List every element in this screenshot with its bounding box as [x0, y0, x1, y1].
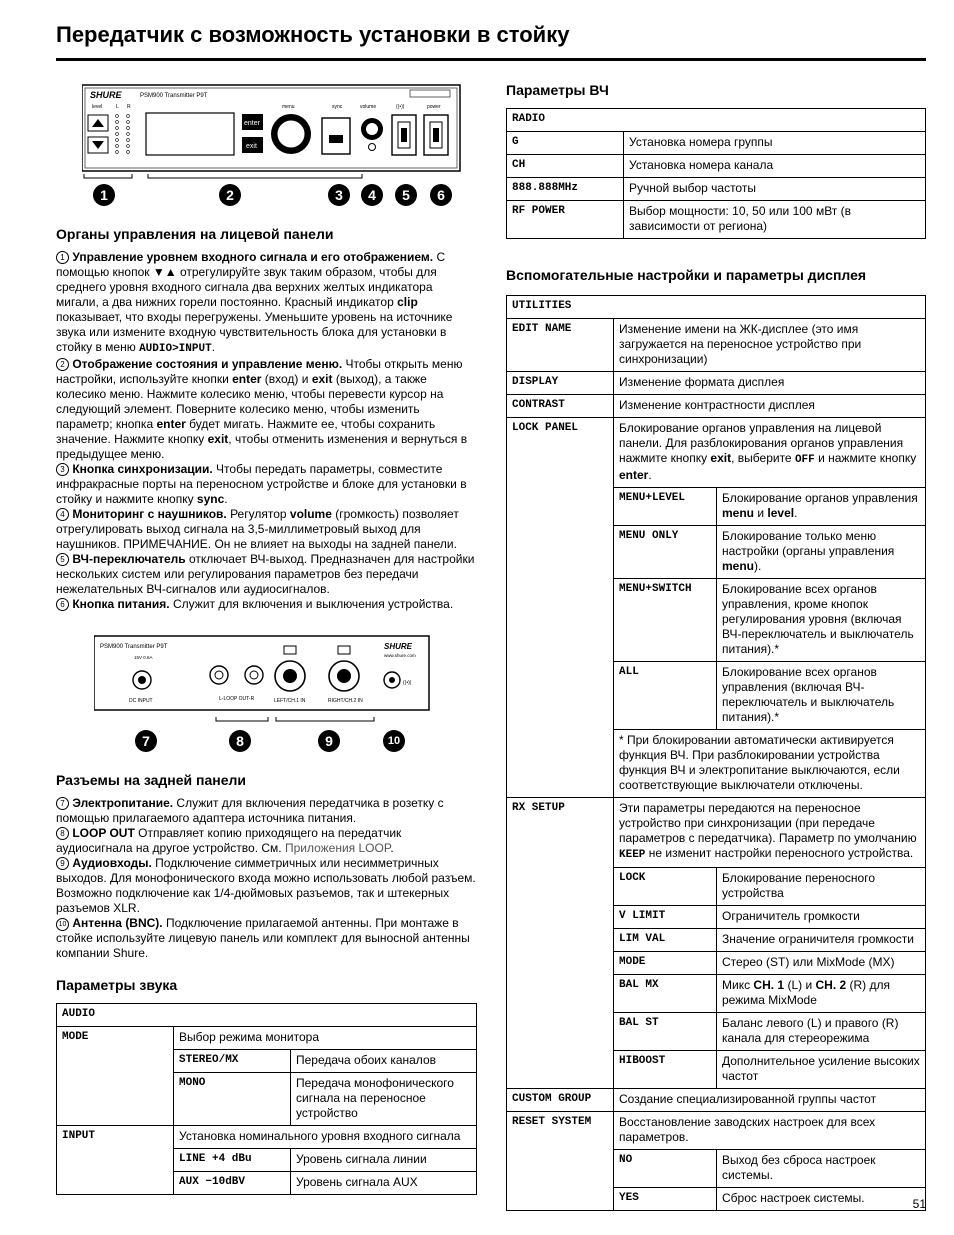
right-column — [506, 70, 926, 1211]
item-text: (громкость) позволяет отрегулировать выход сигнала на 3,5-миллиметровый выход для наушников. ПРИМЕЧАНИЕ. Он не влияет на выходы на задней панели. — [56, 507, 459, 551]
desc-text: (R) для режима MixMode — [722, 978, 890, 1007]
param-key: INPUT — [57, 1126, 174, 1195]
desc-text: ). — [754, 559, 762, 573]
table-header: AUDIO — [57, 1004, 477, 1027]
utilities-table — [506, 295, 926, 1211]
param-desc: Ручной выбор частоты — [624, 178, 926, 201]
item-number: 3 — [56, 463, 69, 476]
table-row — [507, 1112, 926, 1150]
title-rule — [56, 58, 926, 61]
item-bold: enter — [156, 417, 186, 431]
item-title: Кнопка питания. — [72, 597, 170, 611]
param-key: LOCK — [614, 868, 717, 906]
callout-7: 7 — [135, 730, 157, 752]
param-desc: Выбор мощности: 10, 50 или 100 мВт (в зависимости от региона) — [624, 201, 926, 239]
sync-label: sync — [332, 104, 343, 110]
callout-8: 8 — [229, 730, 251, 752]
desc-bold: CH. 1 — [753, 978, 785, 992]
param-key: EDIT NAME — [507, 319, 614, 372]
rear-callout-brackets — [56, 714, 477, 756]
desc-text: и — [754, 506, 768, 520]
item-text: Подключение симметричных или несимметричных выходов. Для монофонического входа можно использовать любой разъем. Возможно подключение как 1/4-дюймовых разъемов, так и штекерных разъемов XLR. — [56, 856, 476, 915]
table-row — [507, 395, 926, 418]
item-bold: clip — [397, 295, 418, 309]
table-row — [57, 1004, 477, 1027]
power-label: power — [427, 104, 441, 110]
loop-label: L-LOOP OUT-R — [219, 696, 255, 702]
desc-text: не изменит настройки переносного устройства. — [645, 846, 914, 860]
desc-bold: menu — [722, 559, 755, 573]
item-number: 1 — [56, 251, 69, 264]
rear-item-7 — [56, 796, 477, 826]
item-menu-path: AUDIO>INPUT — [139, 343, 212, 355]
item-text: Чтобы открыть меню настройки, используйте кнопки — [56, 357, 463, 386]
lcd-display — [146, 113, 234, 155]
table-row — [507, 296, 926, 319]
param-key: HIBOOST — [614, 1051, 717, 1089]
param-desc: Уровень сигнала AUX — [291, 1172, 477, 1195]
desc-mono: KEEP — [619, 849, 646, 861]
item-text: (вход) и — [261, 372, 312, 386]
param-desc: Значение ограничителя громкости — [717, 929, 926, 952]
item-text: , чтобы отменить изменения и вернуться в предыдущее меню. — [56, 432, 468, 461]
param-key: MODE — [614, 952, 717, 975]
callout-2: 2 — [219, 184, 241, 206]
param-key: CUSTOM GROUP — [507, 1089, 614, 1112]
param-desc: Установка номинального уровня входного сигнала — [174, 1126, 477, 1149]
front-item-4 — [56, 507, 477, 552]
param-key: RF POWER — [507, 201, 624, 239]
param-desc: Выбор режима монитора — [174, 1027, 477, 1050]
table-row — [507, 319, 926, 372]
item-title: LOOP OUT — [72, 826, 135, 840]
param-key: RX SETUP — [507, 798, 614, 1089]
param-desc — [717, 488, 926, 526]
front-controls-heading: Органы управления на лицевой панели — [56, 226, 334, 242]
volume-label: volume — [360, 104, 377, 110]
param-key: LINE +4 dBu — [174, 1149, 291, 1172]
item-text: . — [211, 340, 216, 354]
param-desc: Баланс левого (L) и правого (R) канала для стереорежима — [717, 1013, 926, 1051]
param-desc: Изменение имени на ЖК-дисплее (это имя загружается на переносное устройство при синхронизации) — [614, 319, 926, 372]
item-text: . — [224, 492, 228, 506]
item-bold: enter — [232, 372, 262, 386]
param-key: G — [507, 132, 624, 155]
item-title: Электропитание. — [72, 796, 174, 810]
item-title: Управление уровнем входного сигнала и его отображением. — [72, 250, 434, 264]
callout-9: 9 — [318, 730, 340, 752]
param-desc: Изменение контрастности дисплея — [614, 395, 926, 418]
desc-text: Эти параметры передаются на переносное устройство при синхронизации (при передаче параметров с передатчика). Параметр по умолчанию — [619, 801, 917, 845]
desc-text: Блокирование органов управления на лицевой панели. Для разблокирования органов управления нажмите кнопку — [619, 421, 904, 465]
param-key: MENU+LEVEL — [614, 488, 717, 526]
table-row — [507, 798, 926, 868]
item-text: С помощью кнопок ▼▲ отрегулируйте звук таким образом, чтобы для среднего уровня входного сигнала два верхних желтых индикатора мигали, а два нижних горели постоянно. Красный индикатор — [56, 250, 446, 309]
item-text: Чтобы передать параметры, совместите инфракрасные порты на переносном устройстве и блоке для установки в стойку и нажмите кнопку — [56, 462, 467, 506]
lock-note: * При блокировании автоматически активируется функция ВЧ. При разблокировании устройства функция ВЧ и электропитание выключаются, если соответствующие выключатели отключены. — [614, 730, 926, 798]
item-text: отключает ВЧ-выход. Предназначен для настройки нескольких систем или регулирования параметров без передачи нежелательных ВЧ-сигналов или аудиосигналов. — [56, 552, 475, 596]
table-row — [507, 372, 926, 395]
param-key: CH — [507, 155, 624, 178]
antenna-label: ((•)) — [403, 680, 412, 686]
front-item-6 — [56, 597, 477, 612]
front-brand: SHURE — [90, 90, 122, 100]
audio-params-heading: Параметры звука — [56, 977, 178, 993]
front-item-1 — [56, 250, 477, 357]
utilities-heading: Вспомогательные настройки и параметры дисплея — [506, 267, 867, 283]
exit-label: exit — [246, 143, 257, 150]
desc-mono: OFF — [794, 454, 815, 466]
item-title: Кнопка синхронизации. — [72, 462, 213, 476]
table-header: RADIO — [507, 109, 926, 132]
dc-label: DC INPUT — [129, 698, 153, 704]
param-desc: Блокирование всех органов управления (включая ВЧ-переключатель и выключатель питания).* — [717, 662, 926, 730]
desc-text: Микс — [722, 978, 754, 992]
param-desc — [717, 526, 926, 579]
rf-params-heading: Параметры ВЧ — [506, 82, 609, 98]
param-desc: Стерео (ST) или MixMode (MX) — [717, 952, 926, 975]
callout-1: 1 — [93, 184, 115, 206]
item-text: Служит для включения и выключения устройства. — [169, 597, 454, 611]
loop-appendix-link[interactable]: Приложения LOOP — [284, 841, 391, 855]
callout-4: 4 — [361, 184, 383, 206]
rear-model: PSM900 Transmitter P9T — [100, 644, 168, 650]
front-controls-list — [56, 250, 477, 612]
item-number: 5 — [56, 553, 69, 566]
item-title: Антенна (BNC). — [72, 916, 163, 930]
desc-text: Блокирование органов управления — [722, 491, 918, 505]
item-title: Аудиовходы. — [72, 856, 152, 870]
item-text: Служит для включения передатчика в розетку с помощью прилагаемого адаптера источника питания. — [56, 796, 444, 825]
param-desc: Блокирование переносного устройства — [717, 868, 926, 906]
item-title: ВЧ-переключатель — [72, 552, 186, 566]
antenna-bnc-jack[interactable] — [384, 672, 400, 688]
item-number: 10 — [56, 918, 69, 931]
item-number: 4 — [56, 508, 69, 521]
item-title: Отображение состояния и управление меню. — [72, 357, 343, 371]
left-in-label: LEFT/CH.1 IN — [274, 698, 306, 704]
desc-bold: level — [767, 506, 795, 520]
param-desc: Изменение формата дисплея — [614, 372, 926, 395]
table-row — [57, 1126, 477, 1149]
param-key: DISPLAY — [507, 372, 614, 395]
dc-rating: 15V 0.6A — [134, 655, 153, 660]
item-bold: sync — [196, 492, 225, 506]
rear-connectors-list — [56, 796, 477, 961]
param-desc: Блокирование всех органов управления, кроме кнопок регулирования уровня (включая ВЧ-переключатель и выключатель питания).* — [717, 579, 926, 662]
param-key: MONO — [174, 1073, 291, 1126]
item-text: показывает, что входы перегружены. Уменьшите уровень на источнике звука или измените входную чувствительность блока для установки в стойку в меню — [56, 310, 453, 354]
rear-item-10 — [56, 916, 477, 961]
param-key: AUX −10dBV — [174, 1172, 291, 1195]
front-model: PSM900 Transmitter P9T — [140, 93, 208, 99]
item-number: 9 — [56, 857, 69, 870]
param-key: LOCK PANEL — [507, 418, 614, 798]
menu-wheel[interactable] — [271, 114, 311, 154]
rear-panel-illustration — [94, 634, 515, 714]
table-row — [507, 201, 926, 239]
sync-button[interactable] — [322, 118, 350, 154]
desc-bold: exit — [710, 451, 732, 465]
param-key: STEREO/MX — [174, 1050, 291, 1073]
param-key: MODE — [57, 1027, 174, 1126]
param-desc: Дополнительное усиление высоких частот — [717, 1051, 926, 1089]
param-desc: Создание специализированной группы частот — [614, 1089, 926, 1112]
desc-text: и нажмите кнопку — [814, 451, 917, 465]
item-bold: exit — [311, 372, 333, 386]
callout-3: 3 — [328, 184, 350, 206]
param-desc: Уровень сигнала линии — [291, 1149, 477, 1172]
item-number: 6 — [56, 598, 69, 611]
param-desc: Передача обоих каналов — [291, 1050, 477, 1073]
desc-bold: CH. 2 — [815, 978, 847, 992]
param-key: NO — [614, 1150, 717, 1188]
param-key: MENU+SWITCH — [614, 579, 717, 662]
table-row — [507, 1089, 926, 1112]
param-desc: Установка номера канала — [624, 155, 926, 178]
param-desc — [614, 798, 926, 868]
param-key: V LIMIT — [614, 906, 717, 929]
rear-item-9 — [56, 856, 477, 916]
level-label: level — [92, 104, 103, 110]
param-desc — [614, 418, 926, 488]
front-panel-illustration — [82, 82, 503, 172]
callout-6: 6 — [430, 184, 452, 206]
param-key: CONTRAST — [507, 395, 614, 418]
item-bold: exit — [207, 432, 229, 446]
table-row — [507, 178, 926, 201]
enter-button[interactable] — [242, 114, 263, 130]
desc-text: . — [648, 468, 652, 482]
dc-input-jack[interactable] — [133, 671, 151, 689]
param-key: RESET SYSTEM — [507, 1112, 614, 1211]
param-desc: Передача монофонического сигнала на переносное устройство — [291, 1073, 477, 1126]
rear-connectors-heading: Разъемы на задней панели — [56, 772, 247, 788]
item-text: . — [390, 841, 394, 855]
power-switch[interactable] — [424, 115, 448, 155]
param-key: BAL ST — [614, 1013, 717, 1051]
item-text: Подключение прилагаемой антенны. При монтаже в стойке используйте лицевую панель или комплект для выносной антенны компании Shure. — [56, 916, 470, 960]
item-title: Мониторинг с наушников. — [72, 507, 227, 521]
param-key: BAL MX — [614, 975, 717, 1013]
item-text: Отправляет копию приходящего на передатчик аудиосигнала на другое устройство. См. — [56, 826, 402, 855]
desc-text: , выберите — [731, 451, 795, 465]
item-text: (выход), а также колесико меню. Нажмите колесико меню, чтобы перевести курсор на следующий элемент. Поверните колесико меню, чтобы изменить параметр; кнопка — [56, 372, 444, 431]
param-key: 888.888MHz — [507, 178, 624, 201]
desc-text: (L) и — [784, 978, 816, 992]
param-key: LIM VAL — [614, 929, 717, 952]
item-number: 7 — [56, 797, 69, 810]
rf-label: ((•)) — [396, 104, 405, 110]
desc-text: . — [794, 506, 798, 520]
param-desc: Установка номера группы — [624, 132, 926, 155]
enter-label: enter — [244, 120, 260, 127]
item-text: Регулятор — [226, 507, 290, 521]
front-item-3 — [56, 462, 477, 507]
item-number: 2 — [56, 358, 69, 371]
param-key: MENU ONLY — [614, 526, 717, 579]
table-row — [507, 418, 926, 488]
table-row — [507, 109, 926, 132]
page-number: 51 — [912, 1197, 926, 1211]
param-desc: Восстановление заводских настроек для всех параметров. — [614, 1112, 926, 1150]
param-desc: Сброс настроек системы. — [717, 1188, 926, 1211]
desc-bold: enter — [619, 468, 649, 482]
menu-label: menu — [282, 104, 295, 110]
right-in-label: RIGHT/CH.2 IN — [328, 698, 363, 704]
front-callouts — [56, 172, 477, 210]
table-row — [507, 132, 926, 155]
item-number: 8 — [56, 827, 69, 840]
param-desc: Ограничитель громкости — [717, 906, 926, 929]
page-title: Передатчик с возможность установки в стойку — [56, 22, 570, 47]
table-row — [507, 155, 926, 178]
desc-bold: menu — [722, 506, 755, 520]
desc-text: Блокирование только меню настройки (органы управления — [722, 529, 895, 558]
left-column — [56, 70, 477, 1195]
param-desc — [717, 975, 926, 1013]
callout-10: 10 — [383, 730, 405, 752]
rf-switch[interactable] — [392, 115, 416, 155]
audio-params-table — [56, 1003, 477, 1195]
param-key: ALL — [614, 662, 717, 730]
param-key: YES — [614, 1188, 717, 1211]
exit-button[interactable] — [242, 137, 263, 153]
item-bold: volume — [289, 507, 332, 521]
rear-item-8 — [56, 826, 477, 856]
front-item-2 — [56, 357, 477, 462]
level-down-button[interactable] — [88, 137, 108, 153]
front-item-5 — [56, 552, 477, 597]
item-text: будет мигать. Нажмите ее, чтобы сохранить значение. Нажмите кнопку — [56, 417, 436, 446]
level-up-button[interactable] — [88, 115, 108, 131]
rear-url: www.shure.com — [384, 653, 416, 658]
table-header: UTILITIES — [507, 296, 926, 319]
param-desc: Выход без сброса настроек системы. — [717, 1150, 926, 1188]
r-label: R — [127, 104, 131, 110]
l-label: L — [116, 104, 119, 110]
rear-brand: SHURE — [384, 642, 413, 651]
callout-5: 5 — [395, 184, 417, 206]
rf-params-table — [506, 108, 926, 239]
table-row — [57, 1027, 477, 1050]
rear-callouts — [56, 714, 477, 756]
